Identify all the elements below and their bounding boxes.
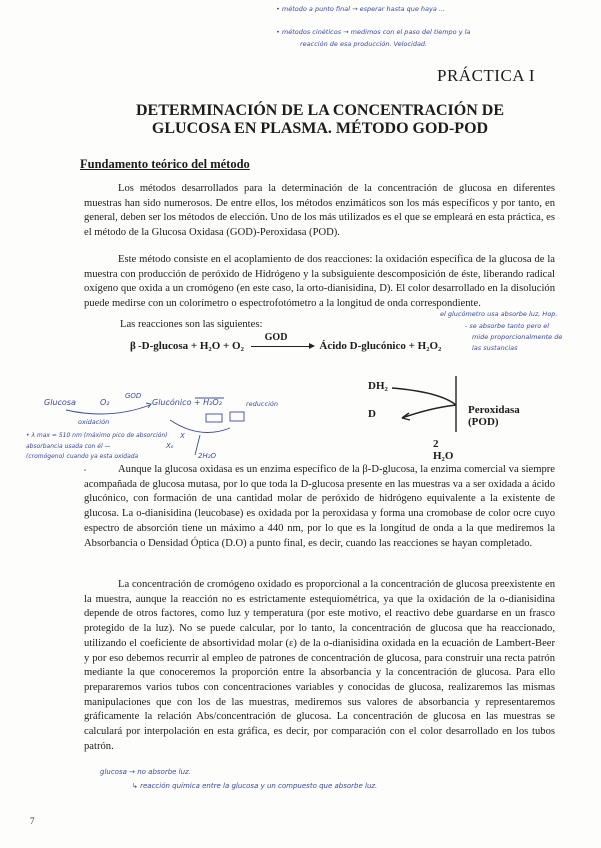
- god-reaction-equation: [130, 331, 442, 352]
- page-number: 7: [30, 816, 35, 826]
- diagram-o2: O₂: [100, 398, 110, 407]
- enzyme-label: GOD: [264, 331, 288, 343]
- reaction-arrow: [251, 331, 313, 347]
- pod-label: Peroxidasa (POD): [468, 404, 520, 428]
- diagram-h2o: 2H₂O: [198, 452, 217, 460]
- handnote-side-4: las sustancias: [472, 344, 518, 352]
- handnote-bottom-1: glucosa → no absorbe luz.: [100, 768, 191, 776]
- handnote-top-3: reacción de esa producción. Velocidad.: [300, 40, 428, 48]
- title-line-1: DETERMINACIÓN DE LA CONCENTRACIÓN DE: [135, 102, 505, 119]
- peroxidase-arrows: [392, 376, 456, 432]
- diagram-gluconico: Glucónico + H₂O₂: [152, 398, 222, 407]
- equation-products: Ácido D-glucónico + H₂O₂: [319, 340, 442, 352]
- d-label: D: [368, 408, 376, 420]
- paragraph-5: La concentración de cromógeno oxidado es proporcional a la concentración de glucosa preexistente en la muestra, aunque la reacción no es estrictamente estequiométrica, ya que la oxidación de la o-dianisidina depende de otros factores, como luz y temperatura (por este motivo, el reactivo debe guardarse en un frasco protegido de la luz). No se puede calcular, por lo tanto, la concentración de glucosa que ha reaccionado, utilizando el coeficiente de absortividad molar (ε) de la o-dianisidina oxidada en la ecuación de Lambert-Beer y por eso debemos recurrir al empleo de patrones de concentración de glucosa, para construir una recta patrón mediante la que conoceremos la proporción entre la absorbancia y la concentración de glucosa. Para ello prepararemos varios tubos con concentraciones variables y conocidas de glucosa, realizaremos las mismas manipulaciones que con los de las muestras, mediremos sus valores de absorbancia y representaremos gráficamente la relación Abs/concentración de glucosa. La concentración de glucosa en las muestras se calculará por interpolación en esta gráfica, es decir, por comparación con el color desarrollado en los tubos patrón.: [84, 579, 555, 752]
- paragraph-2: Este método consiste en el acoplamiento de dos reacciones: la oxidación específica de la glucosa de la muestra con producción de peróxido de Hidrógeno y la subsiguiente descomposición de éste, liberando radical oxígeno que oxida a un cromógeno (en este caso, la orto-dianisidina, D). El color desarrollado en la disolución puede medirse con un colorímetro o espectrofotómetro a la longitud de onda correspondiente.: [84, 254, 555, 310]
- handnote-left-2: absorbancia usada con él —: [26, 443, 111, 450]
- handnote-side-1: el glucómetro usa absorbe luz, Hop.: [440, 310, 558, 318]
- diagram-god: GOD: [125, 392, 142, 400]
- handnote-left-3: (cromógeno) cuando ya esta oxidada: [26, 453, 139, 460]
- section-heading: Fundamento teórico del método: [80, 157, 250, 171]
- handnote-side-3: mide proporcionalmente de: [472, 333, 563, 341]
- water-label: 2 H₂O: [433, 438, 454, 462]
- diagram-x: X: [180, 432, 185, 440]
- handnote-side-2: - se absorbe tanto pero el: [465, 322, 550, 330]
- handnote-left-1: • λ max = 510 nm (máximo pico de absorción): [26, 432, 168, 439]
- hand-box: [206, 414, 222, 422]
- paragraph-3: Las reacciones son las siguientes:: [120, 319, 263, 330]
- handnote-top-2: • métodos cinéticos → medimos con el paso del tiempo y la: [276, 28, 471, 36]
- practica-label: PRÁCTICA I: [437, 66, 536, 85]
- handnote-top-1: • método a punto final → esperar hasta que haya ...: [276, 5, 446, 13]
- diagram-xo: Xₒ: [166, 442, 174, 450]
- handnote-bottom-2: ↳ reacción química entre la glucosa y un compuesto que absorbe luz.: [132, 782, 378, 790]
- diagram-oxidacion: oxidación: [78, 418, 110, 426]
- paragraph-1: Los métodos desarrollados para la determinación de la concentración de glucosa en diferentes muestras han sido numerosos. De entre ellos, los métodos enzimáticos son los más específicos y por tanto, en general, deben ser los métodos de elección. Uno de los más utilizados es el que se empleará en esta práctica, es el método de la Glucosa Oxidasa (GOD)-Peroxidasa (POD).: [84, 183, 555, 239]
- title-line-2: GLUCOSA EN PLASMA. MÉTODO GOD-POD: [151, 120, 489, 137]
- dh2-label: DH₂: [368, 380, 388, 392]
- paragraph-4: Aunque la glucosa oxidasa es un enzima específico de la β-D-glucosa, la enzima comercial va siempre acompañada de glucosa mutasa, por lo que toda la D-glucosa presente en las muestras va a ser oxidada a ácido glucónico, con formación de una cantidad molar de peróxido de hidrógeno equivalente a la existente de glucosa. La o-dianisidina (leucobase) es oxidada por la peroxidasa y forma una cromobase de color ocre cuyo espectro de absorción tiene un máximo a 440 nm, por lo que es la longitud de onda a la que mediremos la Absorbancia o Densidad Óptica (D.O) a punto final, es decir, cuando las reacciones se hayan completado.: [84, 464, 555, 549]
- equation-reactants: β -D-glucosa + H₂O + O₂: [130, 340, 244, 352]
- diagram-glucosa: Glucosa: [44, 398, 76, 407]
- diagram-reduccion: reducción: [246, 400, 278, 408]
- page-title: [130, 102, 510, 138]
